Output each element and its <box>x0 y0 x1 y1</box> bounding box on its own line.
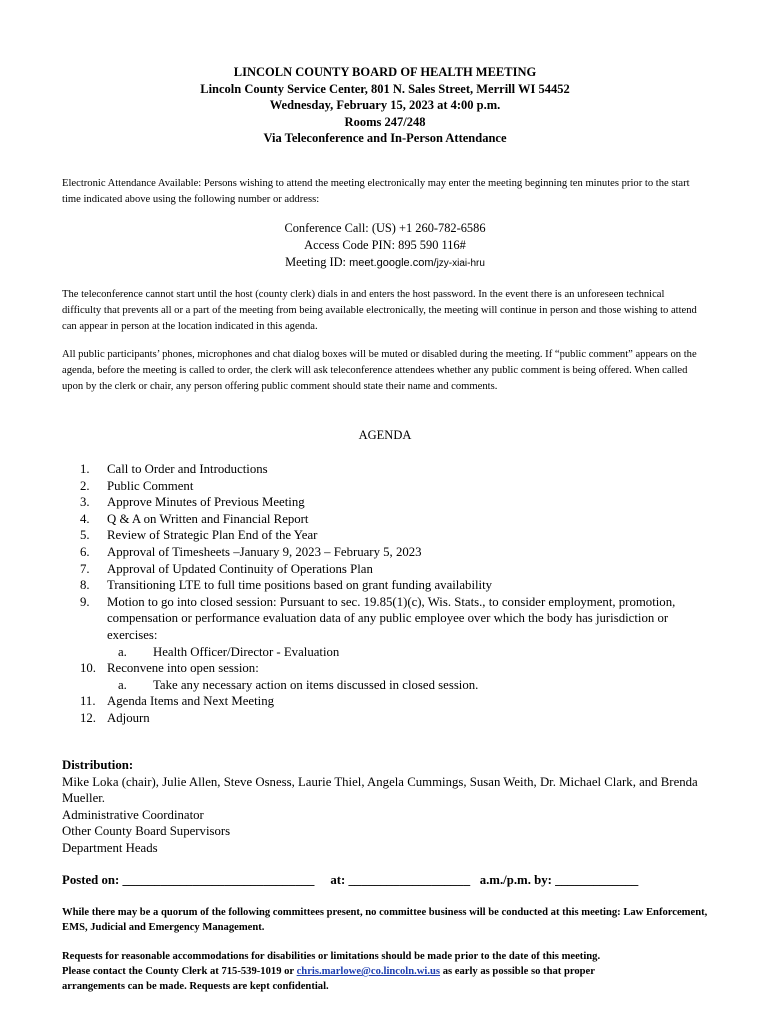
agenda-item-text: Reconvene into open session: <box>107 661 259 676</box>
agenda-subitem <box>80 677 720 694</box>
agenda-item-text: Adjourn <box>107 710 150 725</box>
agenda-item-number: 1. <box>80 462 90 476</box>
teleconference-note: The teleconference cannot start until the host (county clerk) dials in and enters the host password. In the event there is an unforeseen technical difficulty that prevents all or a part of the meeting from being available electronically, the meeting will continue in person and those wishing to attend can appear in person at the location indicated in this agenda. <box>62 289 697 332</box>
agenda-item <box>80 693 720 710</box>
posted-line <box>62 873 722 888</box>
agenda-item-text: Transitioning LTE to full time positions based on grant funding availability <box>107 578 493 593</box>
agenda-item-number: 5. <box>80 528 90 543</box>
agenda-item-text: Approve Minutes of Previous Meeting <box>107 495 305 510</box>
distribution-admin: Administrative Coordinator <box>62 807 204 822</box>
agenda-item <box>80 544 720 561</box>
electronic-attendance-paragraph: Electronic Attendance Available: Persons wishing to attend the meeting electronically may enter the meeting beginning ten minutes prior to the start time indicated above using the following number or address: <box>62 178 690 205</box>
accommodations-text: Requests for reasonable accommodations for disabilities or limitations should be made prior to the date of this meeting. Please contact the County Clerk at 715-539-1019 or <box>62 951 601 977</box>
header-title: LINCOLN COUNTY BOARD OF HEALTH MEETING <box>233 65 537 79</box>
agenda-item-number: 3. <box>80 495 90 510</box>
agenda-item <box>80 710 720 727</box>
agenda-subitem-text: Health Officer/Director - Evaluation <box>153 644 340 659</box>
agenda-item <box>80 478 720 495</box>
quorum-note: While there may be a quorum of the following committees present, no committee business will be conducted at this meeting: Law Enforcement, EMS, Judicial and Emergency Management. <box>62 907 708 933</box>
agenda-subitem-letter: a. <box>118 644 127 659</box>
accommodations-text-end: as early as possible so that proper arrangements can be made. Requests are kept confidential. <box>62 966 595 992</box>
header-attendance: Via Teleconference and In-Person Attendance <box>263 131 507 145</box>
conference-info <box>0 220 770 272</box>
distribution-heading: Distribution: <box>62 758 134 772</box>
agenda-item <box>80 561 720 578</box>
agenda-item-text: Review of Strategic Plan End of the Year <box>107 528 318 543</box>
agenda-item-number: 6. <box>80 544 90 559</box>
agenda-item <box>80 527 720 544</box>
agenda-subitem-text: Take any necessary action on items discussed in closed session. <box>153 677 479 692</box>
distribution-section <box>62 757 722 857</box>
posted-by-label: a.m./p.m. by: <box>479 873 556 887</box>
agenda-subitem <box>80 644 720 661</box>
header-rooms: Rooms 247/248 <box>344 114 426 129</box>
agenda-item-number: 7. <box>80 561 90 576</box>
agenda-item-text: Public Comment <box>107 478 194 493</box>
agenda-subitem-letter: a. <box>118 677 127 692</box>
accommodations-note <box>62 949 622 994</box>
agenda-item-number: 2. <box>80 478 90 493</box>
distribution-heads: Department Heads <box>62 840 158 855</box>
posted-label: Posted on: <box>62 873 123 887</box>
meeting-url-code: jzy-xiai-hru <box>436 258 485 269</box>
agenda-item-number: 11. <box>80 694 96 709</box>
posted-by-blank[interactable]: _____________ <box>555 873 639 887</box>
agenda-item-text: Approval of Updated Continuity of Operations Plan <box>107 561 373 576</box>
agenda-item-number: 8. <box>80 578 90 593</box>
agenda-item <box>80 494 720 511</box>
agenda-item <box>80 594 720 644</box>
distribution-supervisors: Other County Board Supervisors <box>62 824 231 839</box>
agenda-item <box>80 461 720 478</box>
public-comment-note: All public participants’ phones, microphones and chat dialog boxes will be muted or disabled during the meeting. If “public comment” appears on the agenda, before the meeting is called to order, the clerk will ask teleconference attendees whether any public comment is being offered. When called upon by the clerk or chair, any person offering public comment should state their name and comments. <box>62 349 697 392</box>
posted-at-label: at: <box>330 873 349 887</box>
agenda-item <box>80 511 720 528</box>
agenda-list <box>80 461 720 727</box>
header-date: Wednesday, February 15, 2023 at 4:00 p.m. <box>269 98 501 112</box>
posted-date-blank[interactable]: ______________________________ <box>122 873 315 887</box>
agenda-item <box>80 660 720 677</box>
agenda-item-text: Approval of Timesheets –January 9, 2023 – February 5, 2023 <box>107 544 422 559</box>
agenda-item-text: Q & A on Written and Financial Report <box>107 511 309 526</box>
posted-time-blank[interactable]: ___________________ <box>348 873 471 887</box>
agenda-item-number: 4. <box>80 511 90 526</box>
agenda-item-number: 12. <box>80 710 96 725</box>
agenda-item <box>80 577 720 594</box>
agenda-item-number: 9. <box>80 594 90 609</box>
agenda-item-text: Motion to go into closed session: Pursuant to sec. 19.85(1)(c), Wis. Stats., to consider employment, promotion, compensation or performance evaluation data of any public employee over which the body has jurisdiction or exercises: <box>107 594 676 642</box>
access-code-pin: Access Code PIN: 895 590 116# <box>304 238 466 252</box>
meeting-url-main: meet.google.com/ <box>349 257 437 269</box>
meeting-id <box>0 254 770 272</box>
agenda-item-number: 10. <box>80 661 96 676</box>
conference-call-number: Conference Call: (US) +1 260-782-6586 <box>284 221 486 235</box>
meeting-id-label: Meeting ID: <box>285 255 347 269</box>
agenda-title: AGENDA <box>358 428 412 442</box>
distribution-members: Mike Loka (chair), Julie Allen, Steve Osness, Laurie Thiel, Angela Cummings, Susan Weith, Dr. Michael Clark, and Brenda Mueller. <box>62 774 698 806</box>
header-location: Lincoln County Service Center, 801 N. Sales Street, Merrill WI 54452 <box>200 81 570 96</box>
agenda-item-text: Agenda Items and Next Meeting <box>107 694 275 709</box>
clerk-email-link[interactable]: chris.marlowe@co.lincoln.wi.us <box>296 966 441 977</box>
agenda-item-text: Call to Order and Introductions <box>107 462 268 476</box>
meeting-header <box>0 64 770 147</box>
